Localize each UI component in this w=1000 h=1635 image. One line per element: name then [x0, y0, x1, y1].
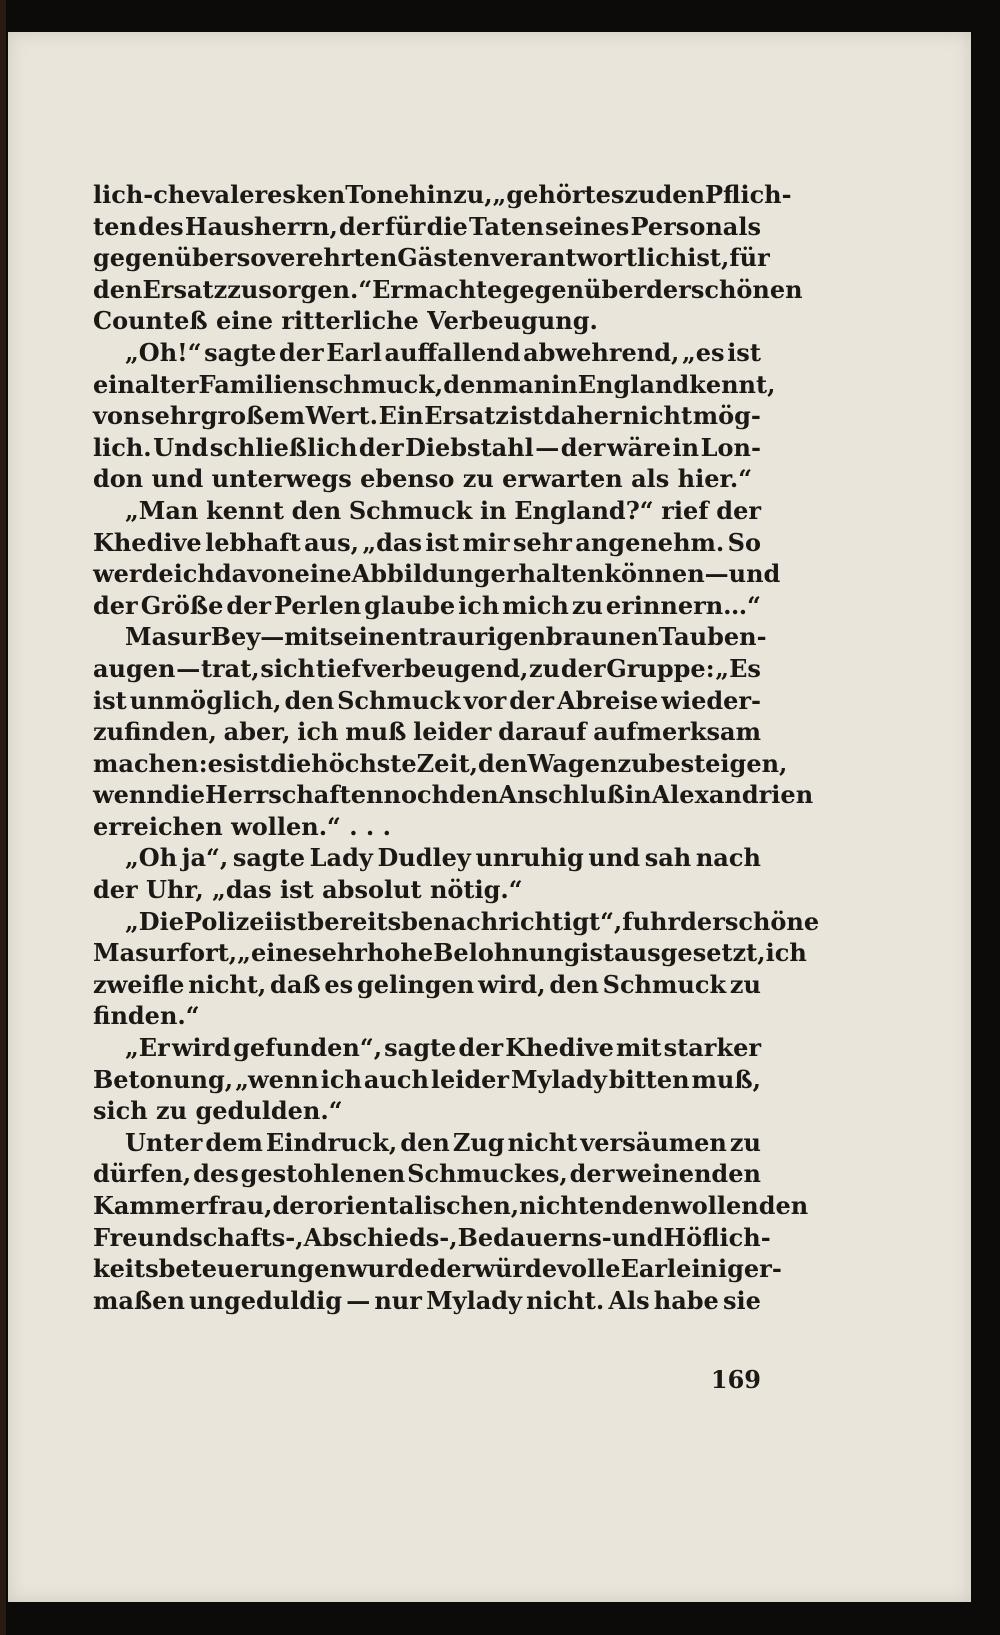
text-line: maßen ungeduldig — nur Mylady nicht. Als habe sie: [93, 1285, 761, 1315]
text-line: sich zu gedulden.“: [93, 1096, 343, 1126]
text-line: „Oh ja“, sagte Lady Dudley unruhig und sah nach: [125, 843, 761, 873]
text-line: Kammerfrau, der orientalischen, nicht endenwollenden: [93, 1191, 809, 1220]
text-line: Freundschafts-, Abschieds-, Bedauerns- und Höflich-: [93, 1222, 771, 1252]
text-line: ein alter Familienschmuck, den man in England kennt,: [93, 369, 776, 399]
text-line: „Die Polizei ist bereits benachrichtigt“, fuhr der schöne: [125, 906, 820, 936]
text-line: lich. Und schließlich der Diebstahl — der wäre in Lon-: [93, 432, 761, 462]
text-line: lich-chevaleresken Tone hinzu, „gehört es zu den Pflich-: [93, 180, 792, 209]
text-line: „Man kennt den Schmuck in England?“ rief der: [125, 495, 761, 525]
text-line: „Oh!“ sagte der Earl auffallend abwehrend, „es ist: [125, 337, 761, 367]
text-line: der Größe der Perlen glaube ich mich zu erinnern…“: [93, 590, 761, 620]
text-line: Masur fort, „eine sehr hohe Belohnung ist ausgesetzt, ich: [93, 938, 807, 968]
text-line: keitsbeteuerungen wurde der würdevolle Earl einiger-: [93, 1254, 782, 1284]
text-line: Counteß eine ritterliche Verbeugung.: [93, 306, 598, 336]
text-line: zweifle nicht, daß es gelingen wird, den Schmuck zu: [93, 969, 761, 999]
text-line: ist unmöglich, den Schmuck vor der Abreise wieder-: [93, 685, 761, 715]
page-number: 169: [710, 1365, 761, 1394]
text-line: wenn die Herrschaften noch den Anschluß in Alexandrien: [93, 780, 814, 810]
text-line: dürfen, des gestohlenen Schmuckes, der weinenden: [93, 1159, 761, 1189]
text-line: don und unterwegs ebenso zu erwarten als hier.“: [93, 464, 753, 494]
text-line: Unter dem Eindruck, den Zug nicht versäumen zu: [125, 1127, 761, 1157]
text-line: werde ich davon eine Abbildung erhalten können — und: [93, 559, 781, 589]
text-line: von sehr großem Wert. Ein Ersatz ist daher nicht mög-: [93, 401, 761, 431]
text-line: erreichen wollen.“ . . .: [93, 811, 391, 841]
text-line: den Ersatz zu sorgen.“ Er machte gegenüber der schönen: [93, 274, 803, 304]
text-line: augen — trat, sich tief verbeugend, zu der Gruppe: „Es: [93, 653, 761, 683]
text-line: ten des Hausherrn, der für die Taten seines Personals: [93, 211, 761, 241]
text-line: gegenüber so verehrten Gästen verantwortlich ist, für: [93, 243, 770, 273]
book-page: [8, 32, 971, 1602]
text-line: „Er wird gefunden“, sagte der Khedive mit starker: [125, 1033, 761, 1063]
text-line: Khedive lebhaft aus, „das ist mir sehr angenehm. So: [93, 527, 761, 557]
text-line: Betonung, „wenn ich auch leider Mylady bitten muß,: [93, 1064, 761, 1094]
text-line: machen: es ist die höchste Zeit, den Wagen zu besteigen,: [93, 748, 788, 778]
page-text: [93, 180, 820, 1317]
text-line: Masur Bey — mit seinen traurigen braunen Tauben-: [125, 622, 767, 652]
text-line: finden.“: [93, 1001, 200, 1031]
text-line: zufinden, aber, ich muß leider darauf aufmerksam: [93, 717, 761, 747]
scan-edge: [0, 0, 6, 1635]
text-line: der Uhr, „das ist absolut nötig.“: [93, 875, 523, 905]
